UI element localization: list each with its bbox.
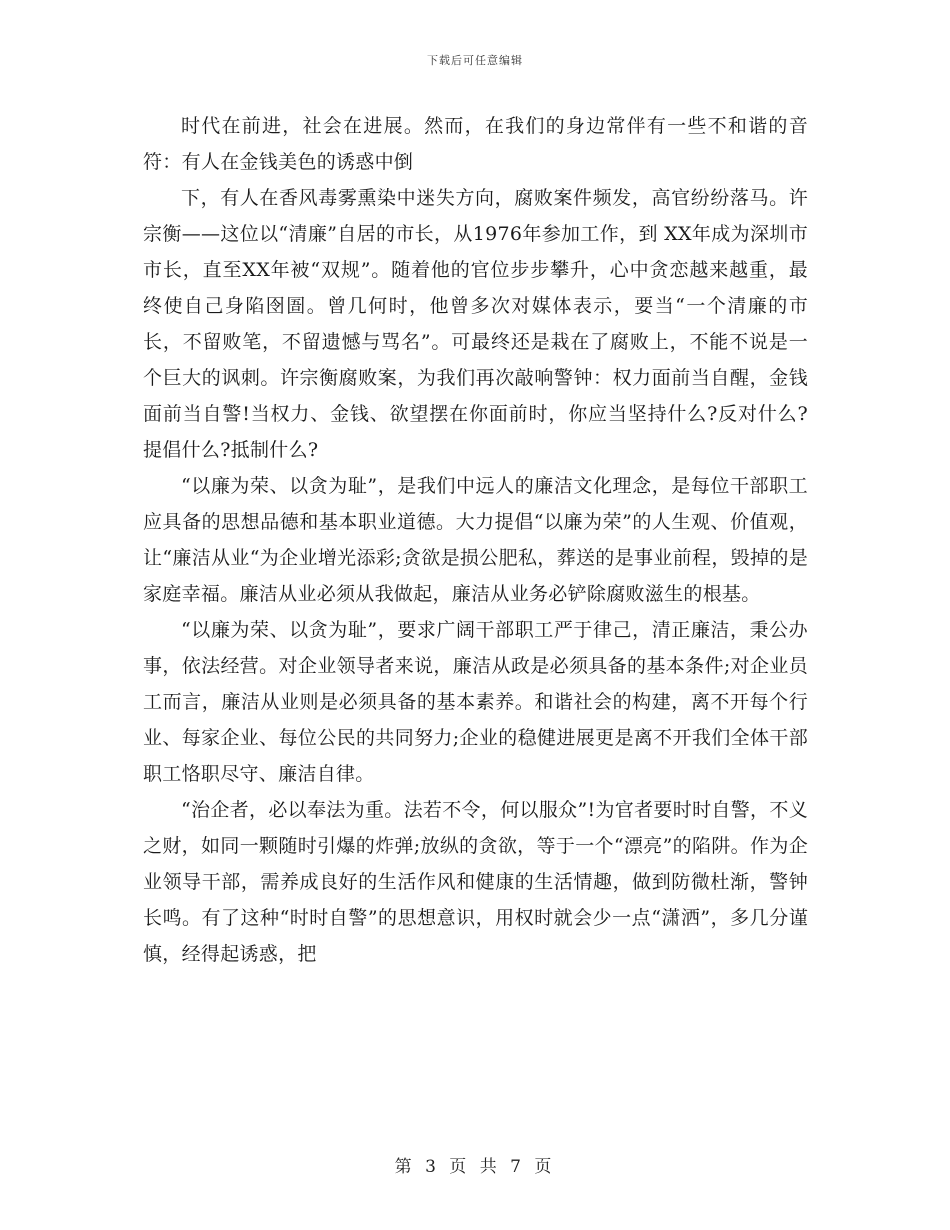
page-header: 下载后可任意编辑 [427,54,523,67]
paragraph-1: 时代在前进，社会在进展。然而，在我们的身边常伴有一些不和谐的音符：有人在金钱美色的诱惑中倒 [143,115,808,173]
document-body [143,108,808,972]
paragraph-5: “治企者，必以奉法为重。法若不令，何以服众”!为官者要时时自警，不义之财，如同一颗随时引爆的炸弹;放纵的贪欲，等于一个“漂亮”的陷阱。作为企业领导干部，需养成良好的生活作风和健康的生活情趣，做到防微杜渐，警钟长鸣。有了这种“时时自警”的思想意识，用权时就会少一点“潇洒”，多几分谨慎，经得起诱惑，把 [143,799,808,965]
page-number-footer: 第 3 页 共 7 页 [394,1157,556,1177]
paragraph-2: 下，有人在香风毒雾熏染中迷失方向，腐败案件频发，高官纷纷落马。许宗衡——这位以“清廉”自居的市长，从1976年参加工作，到 XX年成为深圳市市长，直至XX年被“双规”。随着他的官位步步攀升，心中贪恋越来越重，最终使自己身陷囹圄。曾几何时，他曾多次对媒体表示，要当“一个清廉的市长，不留败笔，不留遗憾与骂名”。可最终还是栽在了腐败上，不能不说是一个巨大的讽刺。许宗衡腐败案，为我们再次敲响警钟：权力面前当自醒，金钱面前当自警!当权力、金钱、欲望摆在你面前时，你应当坚持什么?反对什么?提倡什么?抵制什么? [143,187,808,461]
paragraph-4: “以廉为荣、以贪为耻”，要求广阔干部职工严于律己，清正廉洁，秉公办事，依法经营。对企业领导者来说，廉洁从政是必须具备的基本条件;对企业员工而言，廉洁从业则是必须具备的基本素养。和谐社会的构建，离不开每个行业、每家企业、每位公民的共同努力;企业的稳健进展更是离不开我们全体干部职工恪职尽守、廉洁自律。 [143,619,808,785]
paragraph-3: “以廉为荣、以贪为耻”，是我们中远人的廉洁文化理念，是每位干部职工应具备的思想品德和基本职业道德。大力提倡“以廉为荣”的人生观、价值观，让“廉洁从业“为企业增光添彩;贪欲是损公肥私，葬送的是事业前程，毁掉的是家庭幸福。廉洁从业必须从我做起，廉洁从业务必铲除腐败滋生的根基。 [143,475,808,605]
